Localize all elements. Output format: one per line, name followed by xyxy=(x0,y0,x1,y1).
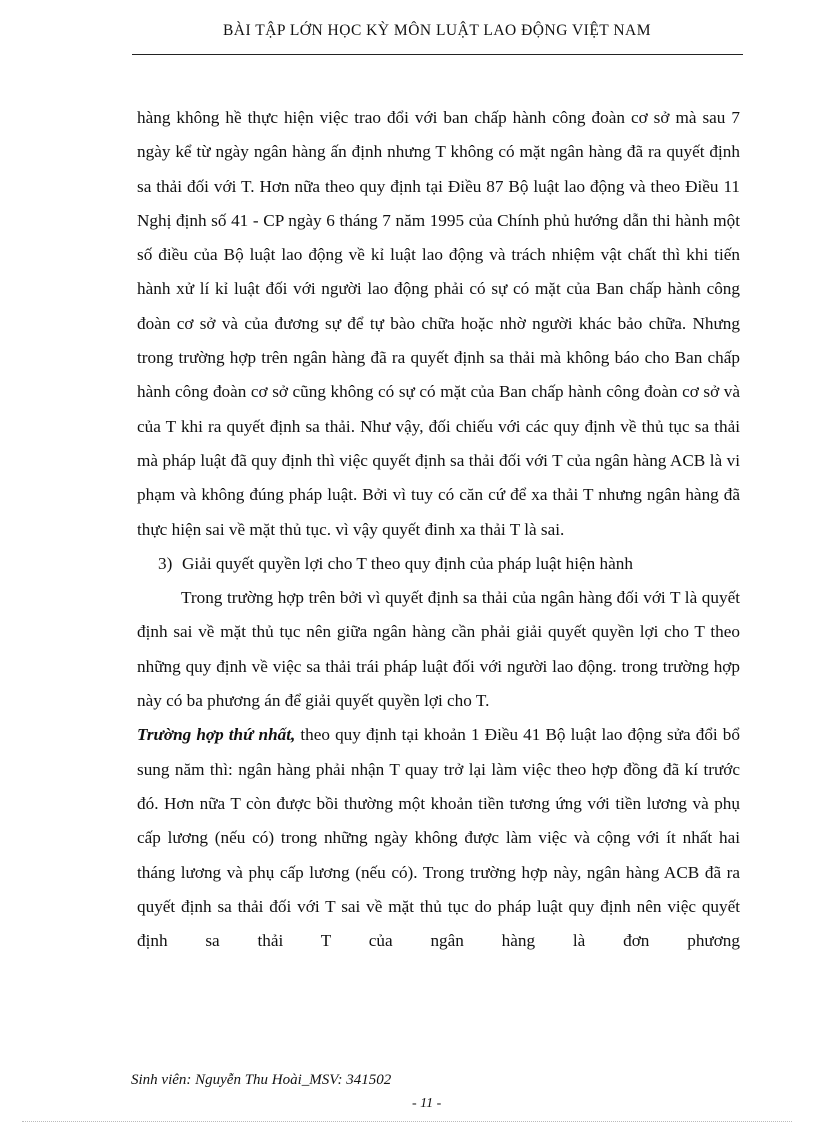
paragraph-first-case xyxy=(137,718,740,958)
section-number: 3) xyxy=(158,553,173,573)
document-body xyxy=(137,101,740,958)
page-header: BÀI TẬP LỚN HỌC KỲ MÔN LUẬT LAO ĐỘNG VIỆT NAM xyxy=(222,22,652,39)
first-case-text: theo quy định tại khoản 1 Điều 41 Bộ luật lao động sửa đổi bổ sung năm thì: ngân hàng phải nhận T quay trở lại làm việc theo hợp đồng đã kí trước đó. Hơn nữa T còn được bồi thường một khoản tiền tương ứng với tiền lương và phụ cấp lương (nếu có) trong những ngày không được làm việc và cộng với ít nhất hai tháng lương và phụ cấp lương (nếu có). Trong trường hợp này, ngân hàng ACB đã ra quyết định sa thải đối với T sai về mặt thủ tục do pháp luật quy định nên việc quyết định sa thải T của ngân hàng là đơn phương xyxy=(137,725,740,951)
paragraph-procedure-violation: hàng không hề thực hiện việc trao đổi với ban chấp hành công đoàn cơ sở mà sau 7 ngày kể từ ngày ngân hàng ấn định nhưng T không có mặt ngân hàng đã ra quyết định sa thải đối với T. Hơn nữa theo quy định tại Điều 87 Bộ luật lao động và theo Điều 11 Nghị định số 41 - CP ngày 6 tháng 7 năm 1995 của Chính phủ hướng dẫn thi hành một số điều của Bộ luật lao động về kỉ luật lao động và trách nhiệm vật chất thì khi tiến hành xử lí kỉ luật đối với người lao động phải có sự có mặt của Ban chấp hành công đoàn cơ sở và của đương sự để tự bào chữa hoặc nhờ người khác bảo chữa. Nhưng trong trường hợp trên ngân hàng đã ra quyết định sa thải mà không báo cho Ban chấp hành công đoàn cơ sở cũng không có sự có mặt của Ban chấp hành công đoàn cơ sở và của T khi ra quyết định sa thải. Như vậy, đối chiếu với các quy định về thủ tục sa thải mà pháp luật đã quy định thì việc quyết định sa thải đối với T của ngân hàng ACB là vi phạm và không đúng pháp luật. Bởi vì tuy có căn cứ để xa thải T nhưng ngân hàng đã thực hiện sai về mặt thủ tục. vì vậy quyết đinh xa thải T là sai. xyxy=(137,108,740,539)
first-case-lead: Trường hợp thứ nhất, xyxy=(137,725,296,745)
section-title: Giải quyết quyền lợi cho T theo quy định của pháp luật hiện hành xyxy=(182,553,633,573)
header-divider xyxy=(132,54,743,55)
student-name-footer: Sinh viên: Nguyễn Thu Hoài_MSV: 341502 xyxy=(131,1072,392,1088)
section-heading xyxy=(137,547,740,581)
paragraph-remedies-intro: Trong trường hợp trên bởi vì quyết định sa thải của ngân hàng đối với T là quyết định sai về mặt thủ tục nên giữa ngân hàng cần phải giải quyết quyền lợi cho T theo những quy định về việc sa thải trái pháp luật đối với người lao động. trong trường hợp này có ba phương án để giải quyết quyền lợi cho T. xyxy=(137,588,740,711)
page-number: - 11 - xyxy=(412,1096,442,1111)
footer-divider xyxy=(22,1121,792,1122)
